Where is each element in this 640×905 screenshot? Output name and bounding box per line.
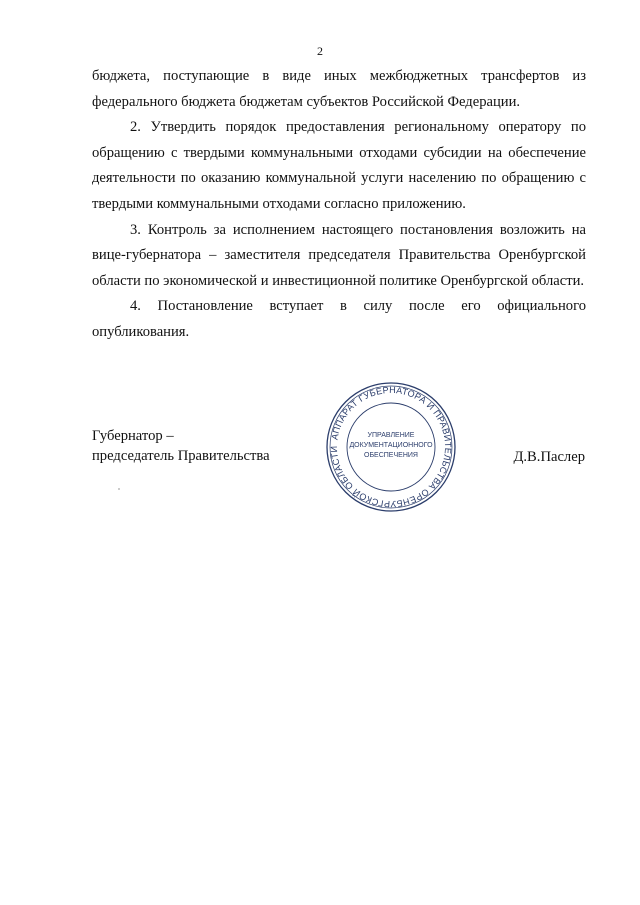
paragraph-item-3: 3. Контроль за исполнением настоящего постановления возложить на вице-губернатора – заместителя председателя Правительства Оренбургской области по экономической и инвестиционной политике Оренбургской области. — [92, 221, 586, 289]
seal-center-line1: УПРАВЛЕНИЕ — [367, 432, 415, 439]
paragraph-item-4: 4. Постановление вступает в силу после его официального опубликования. — [92, 298, 586, 340]
seal-center-line2: ДОКУМЕНТАЦИОННОГО — [349, 442, 433, 449]
paragraph-item-2: 2. Утвердить порядок предоставления региональному оператору по обращению с твердыми коммунальными отходами субсидии на обеспечение деятельности по оказанию коммунальной услуги населению по обращению с твердыми коммунальными отходами согласно приложению. — [92, 119, 586, 212]
signatory-title — [92, 426, 270, 466]
signatory-name: Д.В.Паслер — [513, 449, 585, 465]
paragraph-continuation: бюджета, поступающие в виде иных межбюджетных трансфертов из федерального бюджета бюджетам субъектов Российской Федерации. — [92, 68, 586, 110]
seal-ring-text: АППАРАТ ГУБЕРНАТОРА И ПРАВИТЕЛЬСТВА ОРЕНБУРГСКОЙ ОБЛАСТИ — [328, 384, 454, 510]
official-seal — [324, 380, 458, 514]
seal-center-line3: ОБЕСПЕЧЕНИЯ — [364, 452, 418, 459]
signatory-title-line2: председатель Правительства — [92, 448, 270, 464]
scan-artifact-dot — [118, 488, 120, 490]
signatory-title-line1: Губернатор – — [92, 428, 174, 444]
document-body — [92, 64, 586, 346]
page-number: 2 — [317, 44, 323, 58]
